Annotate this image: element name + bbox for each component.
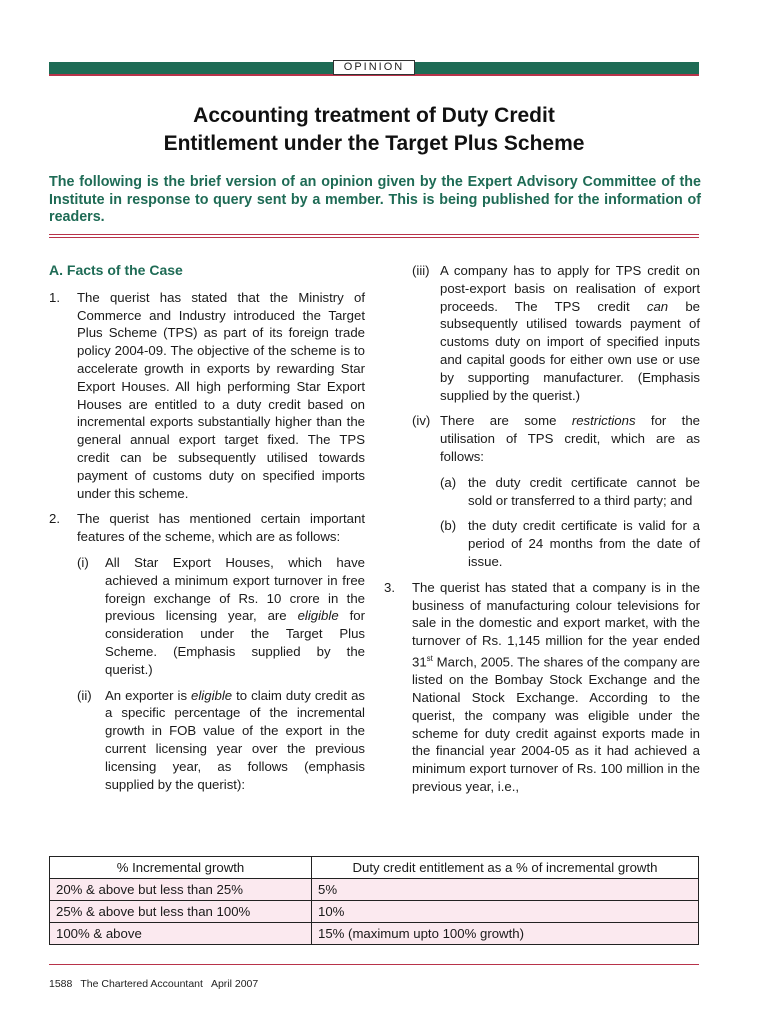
text-run: for consideration under the Target Plus Scheme. (Emphasis supplied by the querist.) [105, 608, 365, 677]
emphasis: eligible [191, 687, 233, 703]
text-run: There are some [440, 413, 572, 429]
superscript: st [426, 653, 433, 663]
table-row [50, 923, 699, 945]
table-header-row [50, 857, 699, 879]
restriction-a [440, 474, 700, 510]
intro-text: The following is the brief version of an opinion given by the Expert Advisory Committee of the Institute in response to query sent by a member. This is being published for the information of readers. [49, 174, 701, 225]
section-label: OPINION [333, 60, 415, 75]
item-text: the duty credit certificate is valid for a period of 24 months from the date of issue. [468, 518, 700, 569]
title-line-1: Accounting treatment of Duty Credit [193, 104, 555, 127]
text-run: An exporter is [105, 687, 192, 703]
issue-date: April 2007 [210, 978, 259, 990]
item-number: (ii) [77, 687, 92, 703]
paragraph-1 [49, 289, 365, 503]
table-cell: 25% & above but less than 100% [50, 901, 312, 923]
emphasis: restrictions [571, 413, 636, 429]
duty-credit-table [49, 856, 699, 945]
paragraph-text: The querist has mentioned certain important features of the scheme, which are as follows: [77, 511, 365, 545]
paragraph-2 [49, 510, 365, 546]
paragraph-number: 1. [49, 289, 60, 305]
item-letter: (b) [440, 518, 457, 534]
emphasis: eligible [297, 608, 339, 624]
table-cell: 10% [312, 901, 699, 923]
paragraph-number: 2. [49, 511, 60, 527]
title-line-2: Entitlement under the Target Plus Scheme [163, 132, 585, 155]
paragraph-number: 3. [384, 579, 395, 595]
text-run: for the utilisation of TPS credit, which are as follows: [440, 413, 700, 464]
section-heading: A. Facts of the Case [49, 262, 183, 278]
text-run: The querist has stated that a company is in the business of manufacturing colour televisions for sale in the domestic and export market, with the turnover of Rs. 1,145 million for the year ended 31 [412, 579, 700, 670]
item-letter: (a) [440, 474, 457, 490]
right-column [384, 262, 700, 804]
paragraph-text [412, 579, 700, 796]
text-run: to claim duty credit as a specific percentage of the incremental growth in FOB value of the export in the current licensing year over the previous licensing year, as follows (emphasis supplied by the querist): [105, 687, 365, 792]
item-text: the duty credit certificate cannot be sold or transferred to a third party; and [468, 474, 700, 508]
restriction-b [440, 517, 700, 570]
left-column [49, 262, 365, 801]
item-number: (iii) [412, 263, 430, 278]
item-text [105, 554, 365, 679]
page-footer [49, 978, 266, 990]
column-header: Duty credit entitlement as a % of incremental growth [312, 857, 699, 879]
emphasis: can [646, 298, 669, 314]
table-cell: 15% (maximum upto 100% growth) [312, 923, 699, 945]
feature-i [77, 554, 365, 679]
text-run: be subsequently utilised towards payment of customs duty on import of specified inputs and capital goods for either own use or use by supporting manufacturer. (Emphasis supplied by the querist.) [440, 298, 700, 403]
article-title [60, 102, 688, 158]
item-text [440, 412, 700, 465]
item-text [440, 262, 700, 404]
paragraph-3 [384, 579, 700, 796]
text-run: All Star Export Houses, which have achieved a minimum export turnover in free foreign exchange of Rs. 10 crore in the previous licensing year, are [105, 554, 365, 624]
item-number: (iv) [412, 413, 431, 429]
feature-ii [77, 687, 365, 794]
paragraph-text: The querist has stated that the Ministry of Commerce and Industry introduced the Target Plus Scheme (TPS) as part of its foreign trade policy 2004-09. The objective of the scheme is to accelerate growth in exports by rewarding Star Export Houses. All high performing Star Export Houses are entitled to a duty credit based on incremental exports substantially higher than the general annual export target fixed. The TPS credit can be subsequently utilised towards payment of customs duty on specified imports under this scheme. [77, 289, 365, 501]
table-cell: 20% & above but less than 25% [50, 879, 312, 901]
journal-name: The Chartered Accountant [80, 978, 203, 990]
table-cell: 100% & above [50, 923, 312, 945]
text-run: A company has to apply for TPS credit on post-export basis on realisation of export proceeds. The TPS credit [440, 263, 700, 314]
footer-divider [49, 964, 699, 965]
page-number: 1588 [49, 978, 73, 990]
table-row [50, 879, 699, 901]
intro-divider [49, 234, 699, 238]
item-text [105, 687, 365, 794]
text-run: March, 2005. The shares of the company are listed on the Bombay Stock Exchange and the National Stock Exchange. According to the querist, the company was eligible under the scheme for duty credit against exports made in the financial year 2004-05 as it had achieved a minimum export turnover of Rs. 100 million in the previous year, i.e., [412, 654, 700, 794]
feature-iii [412, 262, 700, 404]
feature-iv [412, 412, 700, 465]
table-cell: 5% [312, 879, 699, 901]
item-number: (i) [77, 554, 89, 570]
table-row [50, 901, 699, 923]
column-header: % Incremental growth [50, 857, 312, 879]
